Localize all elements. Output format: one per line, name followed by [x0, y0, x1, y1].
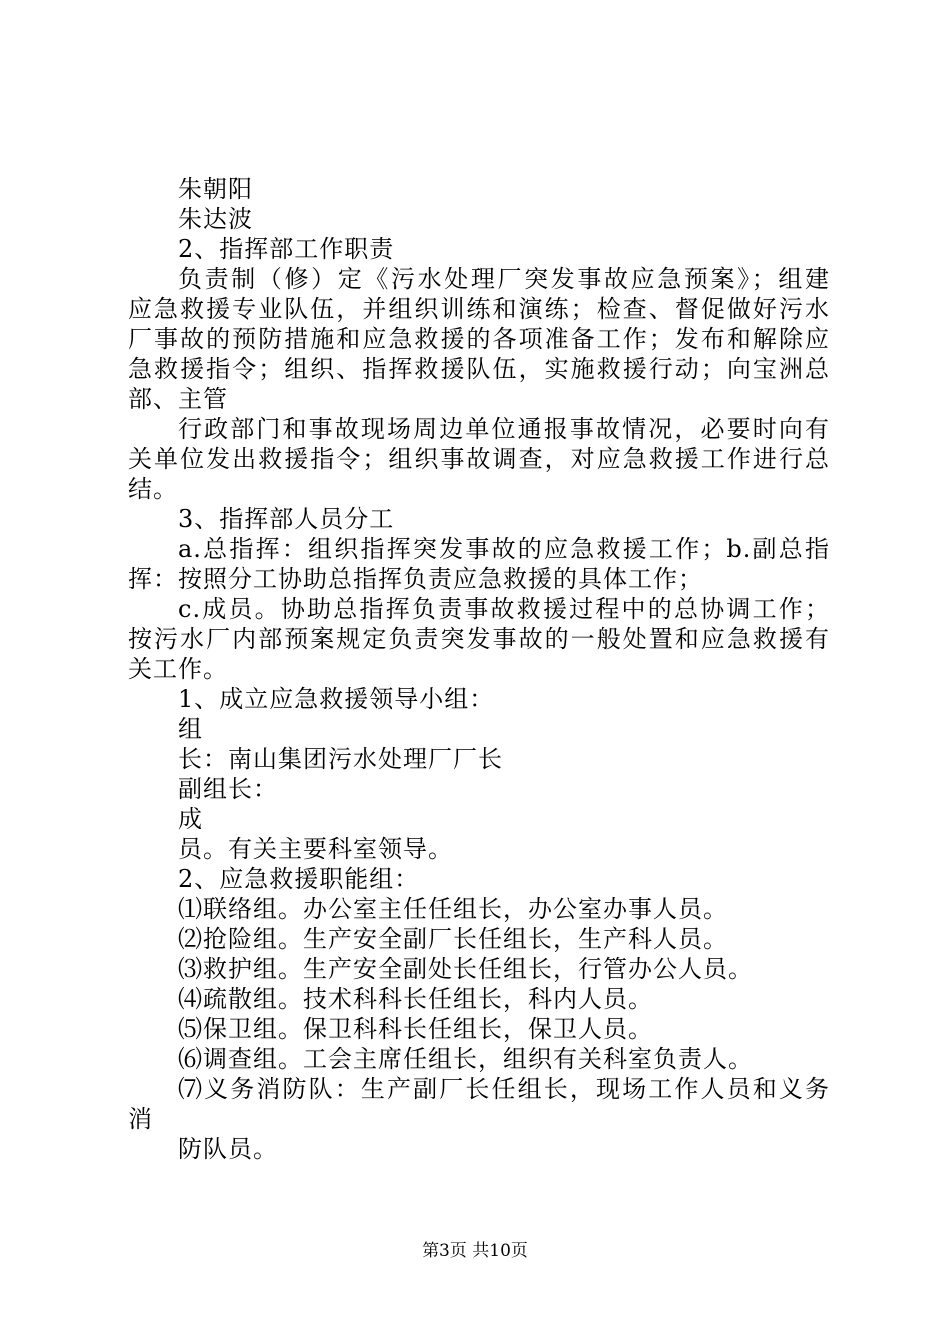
section-heading: 3、指挥部人员分工 — [178, 505, 395, 533]
list-item: ⑵抢险组。生产安全副厂长任组长，生产科人员。 — [178, 925, 728, 953]
text-line: 副组长： — [178, 775, 278, 803]
text-line: 关工作。 — [128, 655, 228, 683]
text-line: 行政部门和事故现场周边单位通报事故情况，必要时向有 — [178, 415, 830, 443]
text-line: 厂事故的预防措施和应急救援的各项准备工作；发布和解除应 — [128, 325, 830, 353]
section-heading: 2、指挥部工作职责 — [178, 235, 395, 263]
text-line: 按污水厂内部预案规定负责突发事故的一般处置和应急救援有 — [128, 625, 830, 653]
text-line: 防队员。 — [178, 1135, 278, 1163]
list-item: ⑶救护组。生产安全副处长任组长，行管办公人员。 — [178, 955, 753, 983]
document-body — [128, 174, 830, 1164]
text-line: c.成员。协助总指挥负责事故救援过程中的总协调工作； — [178, 595, 830, 623]
page-number-footer: 第3页 共10页 — [422, 1241, 528, 1261]
text-line: 应急救援专业队伍，并组织训练和演练；检查、督促做好污水 — [128, 295, 830, 323]
list-item: ⑹调查组。工会主席任组长，组织有关科室负责人。 — [178, 1045, 753, 1073]
text-line: 挥：按照分工协助总指挥负责应急救援的具体工作； — [128, 565, 703, 593]
text-line: a.总指挥：组织指挥突发事故的应急救援工作；b.副总指 — [178, 535, 830, 563]
text-line: 组 — [178, 715, 203, 743]
text-line: 部、主管 — [128, 385, 228, 413]
list-item: ⑷疏散组。技术科科长任组长，科内人员。 — [178, 985, 653, 1013]
section-heading: 2、应急救援职能组： — [178, 865, 420, 893]
text-line: 关单位发出救援指令；组织事故调查，对应急救援工作进行总 — [128, 445, 830, 473]
text-line: 消 — [128, 1105, 153, 1133]
text-line: 急救援指令；组织、指挥救援队伍，实施救援行动；向宝洲总 — [128, 355, 830, 383]
text-line: 员。有关主要科室领导。 — [178, 835, 453, 863]
text-line: 朱朝阳 — [178, 175, 253, 203]
list-item: ⑴联络组。办公室主任任组长，办公室办事人员。 — [178, 895, 728, 923]
list-item: ⑸保卫组。保卫科科长任组长，保卫人员。 — [178, 1015, 653, 1043]
list-item: ⑺义务消防队：生产副厂长任组长，现场工作人员和义务 — [178, 1075, 830, 1103]
text-line: 朱达波 — [178, 205, 253, 233]
text-line: 成 — [178, 805, 203, 833]
text-line: 结。 — [128, 475, 178, 503]
section-heading: 1、成立应急救援领导小组： — [178, 685, 495, 713]
text-line: 负责制（修）定《污水处理厂突发事故应急预案》；组建 — [178, 265, 830, 293]
text-line: 长：南山集团污水处理厂厂长 — [178, 745, 503, 773]
